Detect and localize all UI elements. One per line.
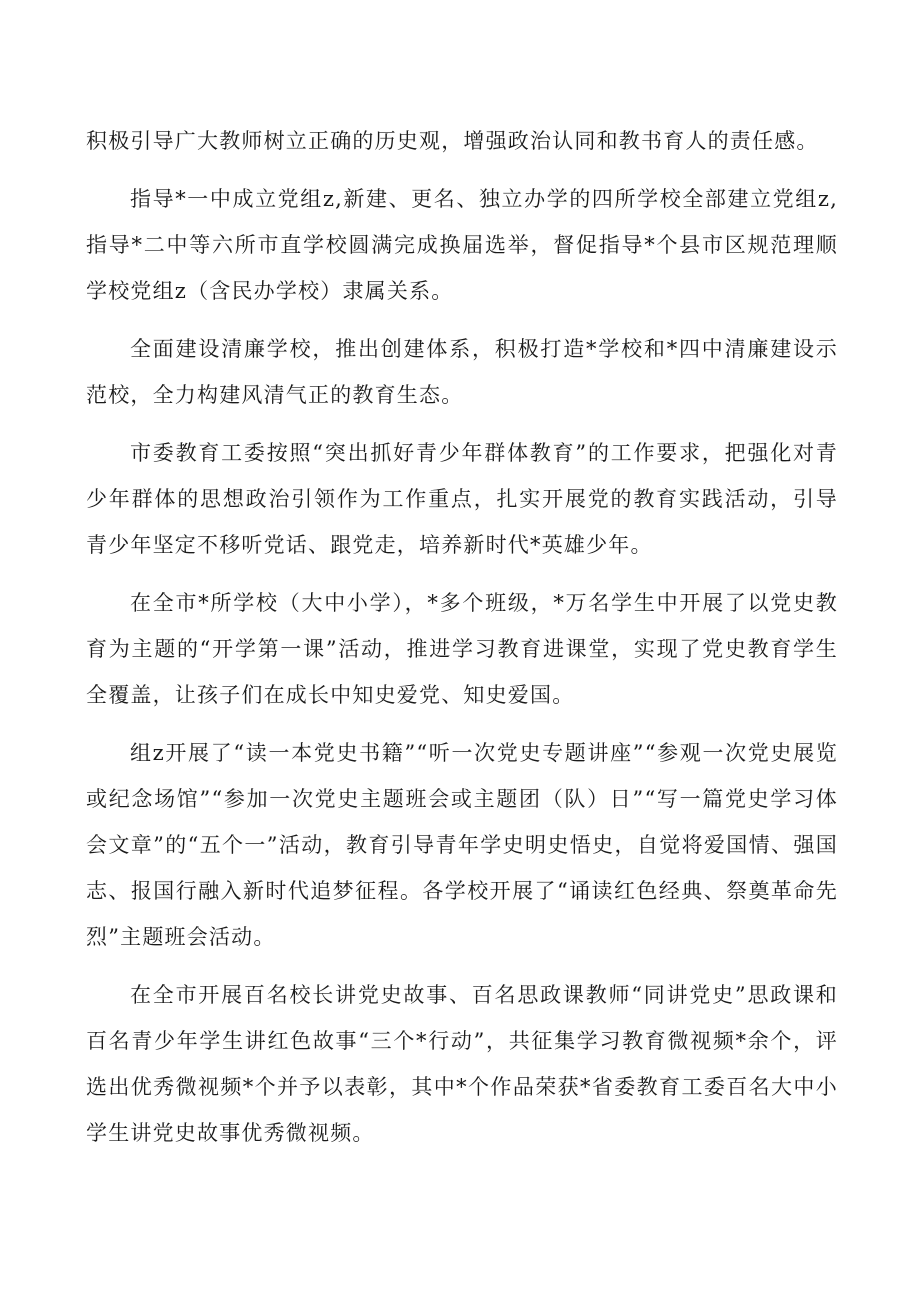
paragraph-continuation: 积极引导广大教师树立正确的历史观，增强政治认同和教书育人的责任感。 — [86, 129, 819, 153]
paragraph-five-ones: 组z开展了“读一本党史书籍”“听一次党史专题讲座”“参观一次党史展览或纪念场馆”“参加一次党史主题班会或主题团（队）日”“写一篇党史学习体会文章”的“五个一”活动，教育引导青年学史明史悟史，自觉将爱国情、强国志、报国行融入新时代追梦征程。各学校开展了“诵读红色经典、祭奠革命先烈”主题班会活动。 — [86, 741, 838, 949]
paragraph-clean-schools: 全面建设清廉学校，推出创建体系，积极打造*学校和*四中清廉建设示范校，全力构建风清气正的教育生态。 — [86, 337, 838, 407]
document-body — [86, 118, 838, 1156]
paragraph-youth-education: 市委教育工委按照“突出抓好青少年群体教育”的工作要求，把强化对青少年群体的思想政治引领作为工作重点，扎实开展党的教育实践活动，引导青少年坚定不移听党话、跟党走，培养新时代*英雄少年。 — [86, 441, 838, 557]
paragraph-storytelling: 在全市开展百名校长讲党史故事、百名思政课教师“同讲党史”思政课和百名青少年学生讲红色故事“三个*行动”，共征集学习教育微视频*余个，评选出优秀微视频*个并予以表彰，其中*个作品荣获*省委教育工委百名大中小学生讲党史故事优秀微视频。 — [86, 983, 838, 1145]
paragraph-party-organization: 指导*一中成立党组z,新建、更名、独立办学的四所学校全部建立党组z,指导*二中等六所市直学校圆满完成换届选举，督促指导*个县市区规范理顺学校党组z（含民办学校）隶属关系。 — [86, 187, 838, 303]
paragraph-first-lesson: 在全市*所学校（大中小学），*多个班级，*万名学生中开展了以党史教育为主题的“开学第一课”活动，推进学习教育进课堂，实现了党史教育学生全覆盖，让孩子们在成长中知史爱党、知史爱国。 — [86, 591, 838, 707]
